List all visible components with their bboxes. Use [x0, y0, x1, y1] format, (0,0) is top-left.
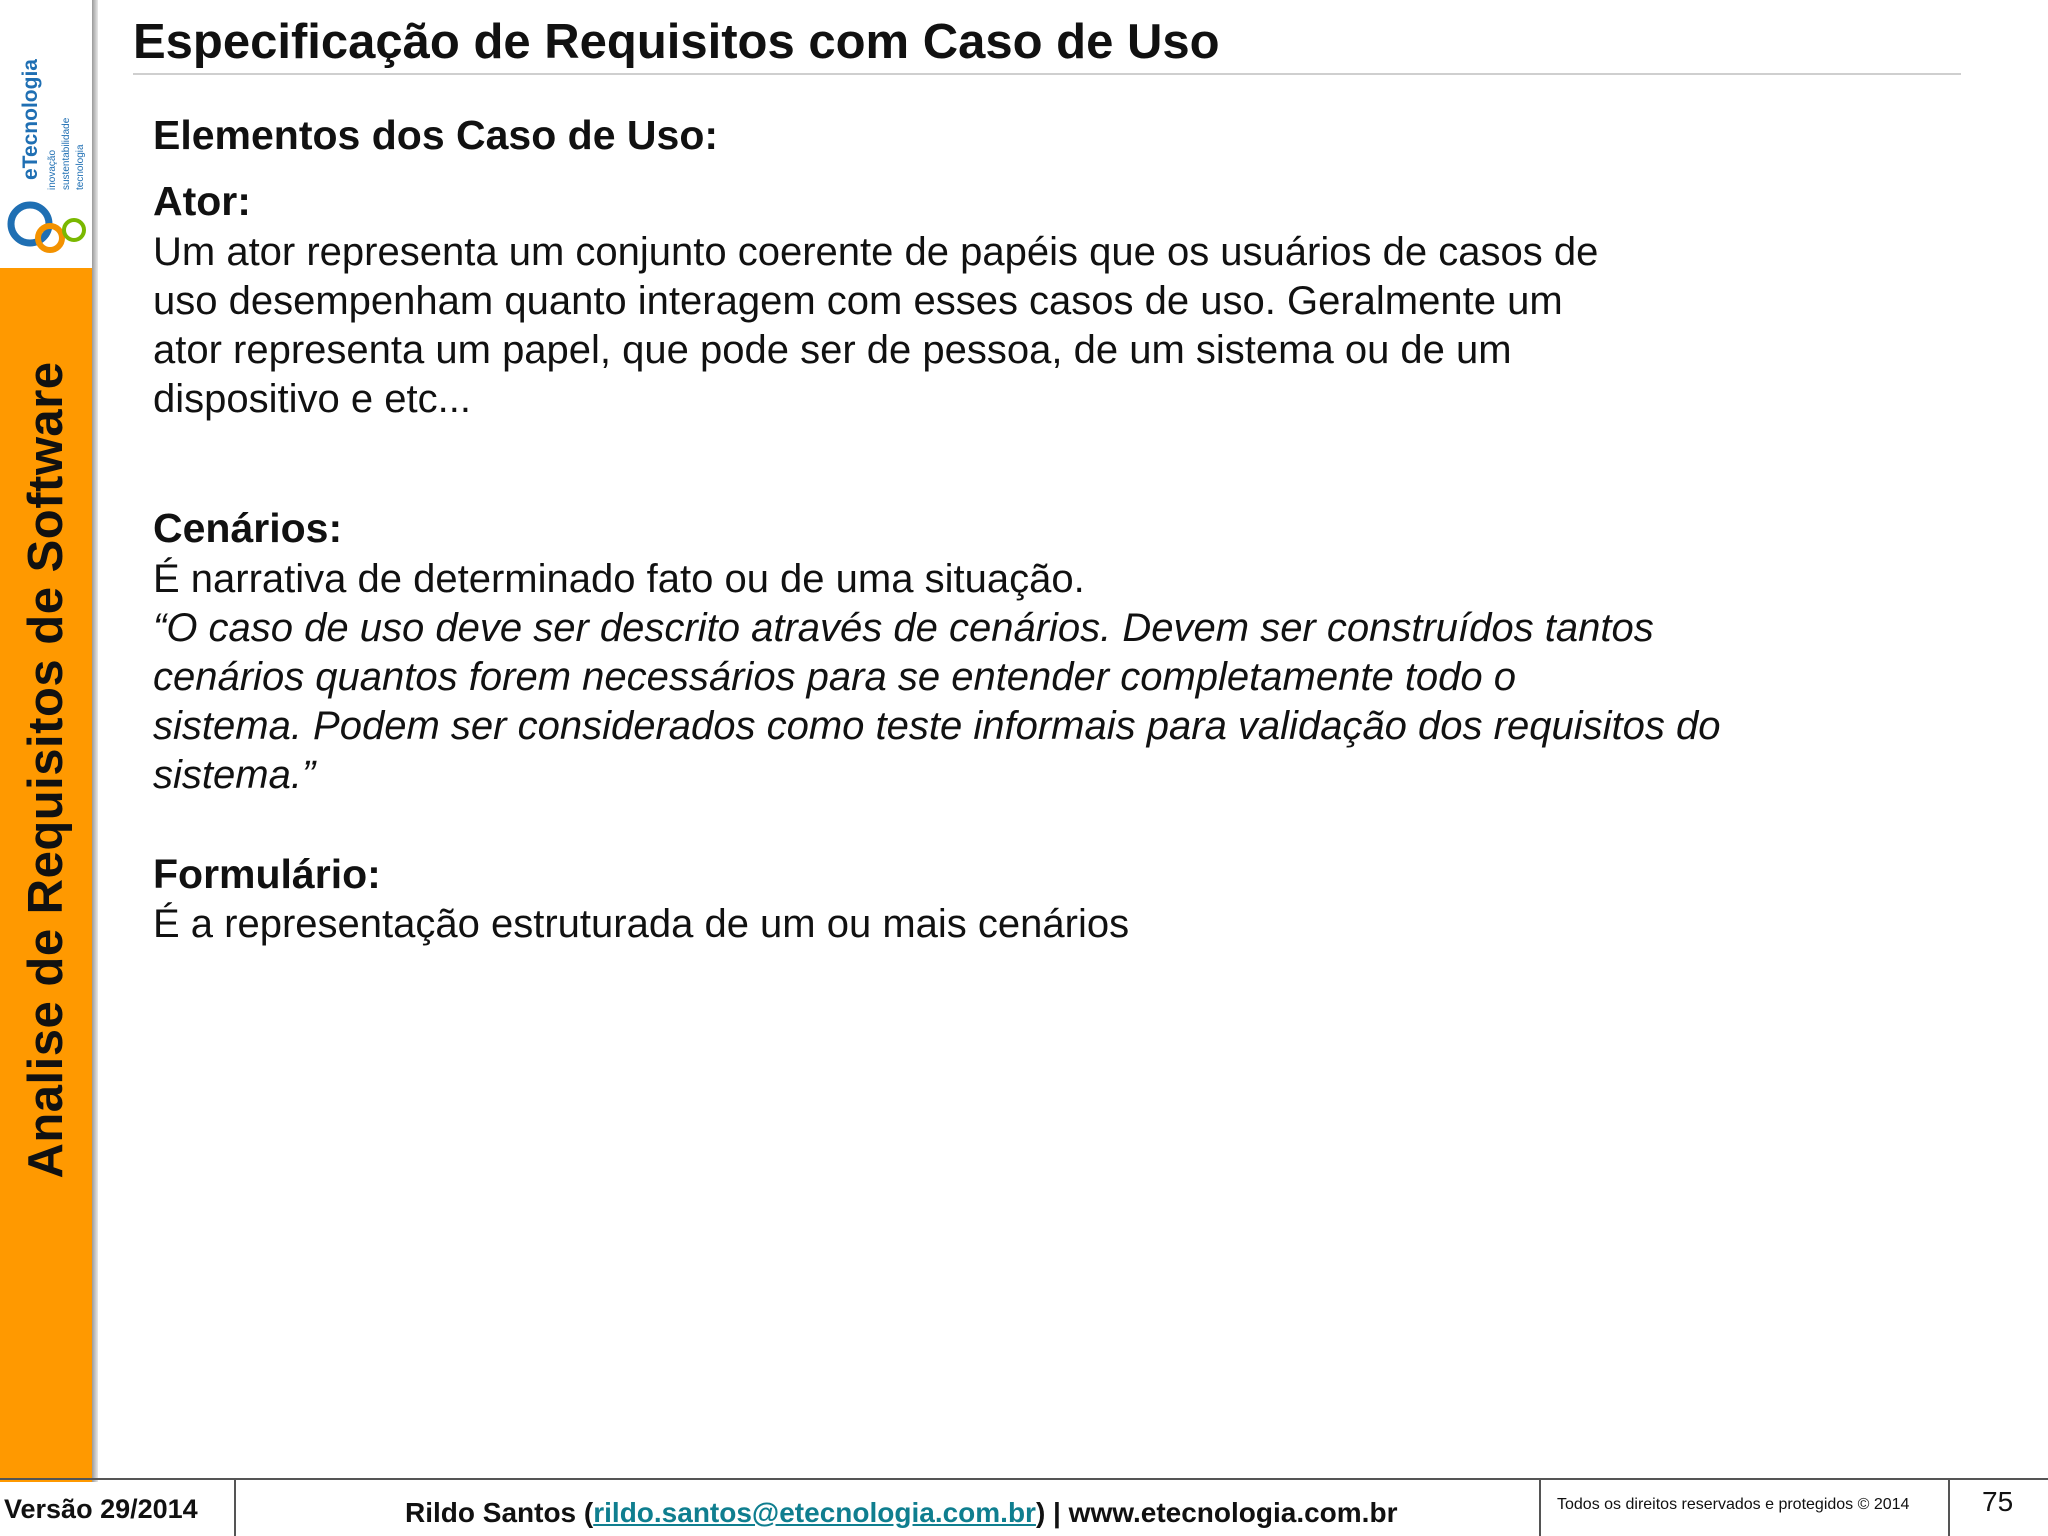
sidebar-course-title: Analise de Requisitos de Software [19, 361, 73, 1179]
section-heading-cenarios: Cenários: [153, 505, 343, 551]
footer-email-link[interactable]: rildo.santos@etecnologia.com.br [593, 1497, 1036, 1528]
cenarios-quote-line-2: cenários quantos forem necessários para se entender completamente todo o [153, 655, 1517, 699]
footer-version: Versão 29/2014 [4, 1494, 198, 1524]
footer-separator [234, 1480, 236, 1536]
page-number: 75 [1982, 1486, 2014, 1517]
footer-separator [1539, 1480, 1541, 1536]
cenarios-quote-line-1: “O caso de uso deve ser descrito através de cenários. Devem ser construídos tantos [153, 606, 1654, 650]
formulario-text-line-1: É a representação estruturada de um ou mais cenários [153, 902, 1130, 946]
cenarios-quote-line-3: sistema. Podem ser considerados como teste informais para validação dos requisitos do [153, 704, 1721, 748]
footer-author [405, 1497, 1397, 1529]
title-divider [133, 73, 1961, 75]
cenarios-text-line-1: É narrativa de determinado fato ou de uma situação. [153, 557, 1085, 601]
footer-author-suffix: ) | www.etecnologia.com.br [1035, 1497, 1398, 1528]
ator-text-line-2: uso desempenham quanto interagem com esses casos de uso. Geralmente um [153, 279, 1563, 323]
slide-title: Especificação de Requisitos com Caso de Uso [133, 15, 1220, 69]
logo-tagline-3: tecnologia [75, 144, 86, 190]
ator-text-line-4: dispositivo e etc... [153, 377, 471, 421]
ator-text-line-3: ator representa um papel, que pode ser de pessoa, de um sistema ou de um [153, 328, 1512, 372]
footer-separator [1948, 1480, 1950, 1536]
section-heading-ator: Ator: [153, 178, 251, 224]
cenarios-quote-line-4: sistema.” [153, 753, 316, 797]
logo-tagline-1: inovação [47, 149, 58, 190]
footer-copyright: Todos os direitos reservados e protegidos © 2014 [1557, 1496, 1910, 1513]
footer-divider [0, 1478, 2048, 1480]
ator-text-line-1: Um ator representa um conjunto coerente de papéis que os usuários de casos de [153, 230, 1599, 274]
logo-brand-text: eTecnologia [19, 59, 42, 180]
section-heading-formulario: Formulário: [153, 851, 381, 897]
footer-author-prefix: Rildo Santos ( [405, 1497, 594, 1528]
etecnologia-logo [0, 0, 92, 268]
sidebar-shadow [92, 0, 98, 1482]
section-heading-elementos: Elementos dos Caso de Uso: [153, 112, 719, 158]
logo-tagline-2: sustentabilidade [61, 117, 72, 190]
